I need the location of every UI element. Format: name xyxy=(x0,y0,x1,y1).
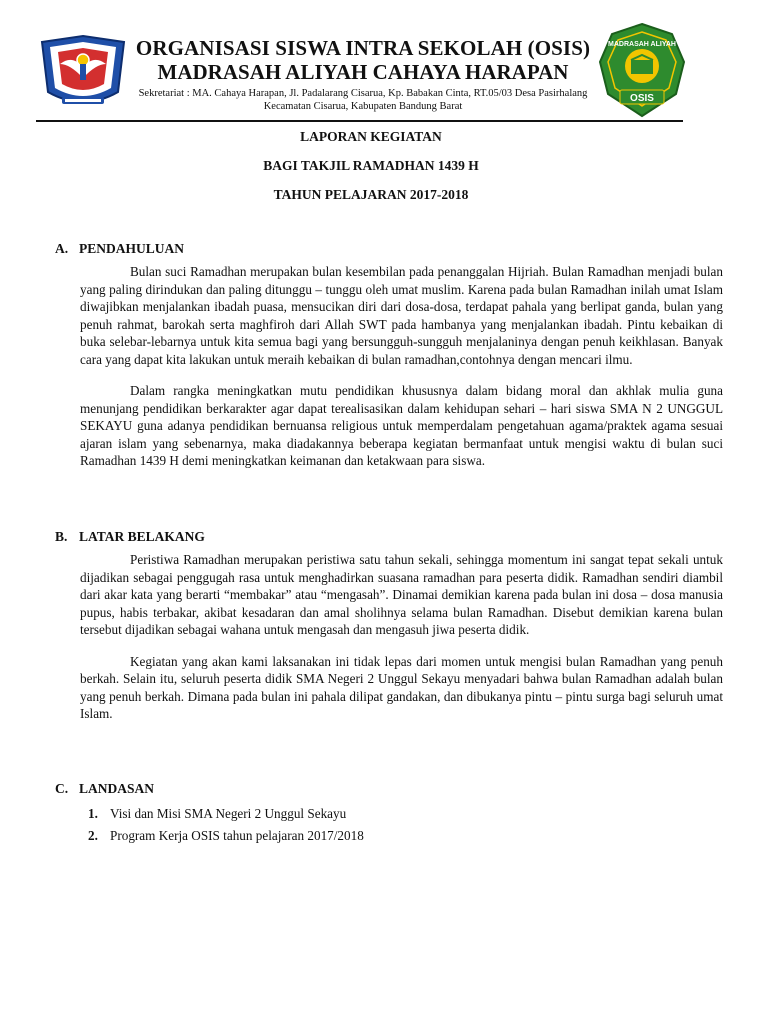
section-heading xyxy=(55,240,723,257)
paragraph: Kegiatan yang akan kami laksanakan ini tidak lepas dari momen untuk mengisi bulan Ramadhan yang penuh berkah. Selain itu, seluruh peserta didik SMA Negeri 2 Unggul Sekayu menyadari bahwa bulan Ramadhan adalah bulan yang penuh berkah. Dimana pada bulan ini pahala dilipat gandakan, dan dibukanya pintu – pintu surga bagi seluruh umat Islam. xyxy=(80,653,723,721)
section-heading xyxy=(55,780,723,797)
section-latar-belakang xyxy=(55,528,723,723)
section-letter: A. xyxy=(55,241,69,256)
academic-year-title: TAHUN PELAJARAN 2017-2018 xyxy=(273,187,469,202)
report-title: LAPORAN KEGIATAN xyxy=(300,129,442,144)
osis-emblem-logo xyxy=(38,34,128,114)
madrasah-aliyah-osis-logo xyxy=(598,22,686,118)
section-pendahuluan xyxy=(55,240,723,470)
school-name: MADRASAH ALIYAH CAHAYA HARAPAN xyxy=(157,60,569,84)
list-number: 1. xyxy=(88,806,98,821)
section-title: LANDASAN xyxy=(79,781,155,796)
letterhead xyxy=(128,36,598,113)
section-letter: C. xyxy=(55,781,69,796)
secretariat-address xyxy=(128,87,598,113)
right-logo-top-text: MADRASAH ALIYAH xyxy=(608,41,676,48)
section-title: PENDAHULUAN xyxy=(79,241,185,256)
section-landasan xyxy=(55,780,723,847)
list-item xyxy=(80,803,723,825)
right-logo-bottom-text: OSIS xyxy=(630,93,654,104)
organization-name: ORGANISASI SISWA INTRA SEKOLAH (OSIS) xyxy=(135,36,591,60)
landasan-list xyxy=(80,803,723,847)
list-text: Program Kerja OSIS tahun pelajaran 2017/2018 xyxy=(110,828,364,843)
secretariat-line-2: Kecamatan Cisarua, Kabupaten Bandung Barat xyxy=(263,101,463,112)
letterhead-divider xyxy=(36,120,683,122)
list-item xyxy=(80,825,723,847)
section-title: LATAR BELAKANG xyxy=(79,529,205,544)
paragraph: Peristiwa Ramadhan merupakan peristiwa satu tahun sekali, sehingga momentum ini sangat tepat sekali untuk dijadikan sebagai penggugah rasa untuk menghadirkan suasana ramadhan para peserta didik. Ramadhan sendiri diambil dari akar kata yang berarti “membakar” atau “mengasah”. Dinamai demikian karena pada bulan ini dosa – dosa manusia pupus, habis terbakar, akibat kesadaran dan amal sholihnya selama bulan Ramadhan. Disebut demikian karena bulan tersebut dijadikan sebagai wahana untuk mengasah dan mengasuh jiwa peserta didik. xyxy=(80,552,723,637)
paragraph: Bulan suci Ramadhan merupakan bulan kesembilan pada penanggalan Hijriah. Bulan Ramadhan menjadi bulan yang paling dirindukan dan paling ditunggu – tunggu oleh umat muslim. Karena pada bulan Ramadhan inilah umat Islam diwajibkan menjalankan ibadah puasa, mensucikan diri dari dosa-dosa, terdapat pahala yang berlipat ganda, bulan yang penuh rahmat, barokah serta maghfiroh dari Allah SWT pada hambanya yang menjalankan ibadah. Pintu kebaikan di buka selebar-lebarnya untuk kita semua bagi yang bersungguh-sungguh menjalaninya dengan penuh keikhlasan. Banyak cara yang dapat kita lakukan untuk meraih kebaikan di bulan ramadhan,contohnya dengan mencari ilmu. xyxy=(80,264,723,367)
activity-title: BAGI TAKJIL RAMADHAN 1439 H xyxy=(263,158,479,173)
list-text: Visi dan Misi SMA Negeri 2 Unggul Sekayu xyxy=(110,806,347,821)
secretariat-line-1: Sekretariat : MA. Cahaya Harapan, Jl. Padalarang Cisarua, Kp. Babakan Cinta, RT.05/03 Desa Pasirhalang xyxy=(138,88,588,99)
report-titles xyxy=(0,128,742,215)
section-letter: B. xyxy=(55,529,68,544)
section-heading xyxy=(55,528,723,545)
paragraph: Dalam rangka meningkatkan mutu pendidikan khususnya dalam bidang moral dan akhlak mulia guna menunjang pendidikan berkarakter agar dapat terealisasikan dalam kehidupan sehari – hari siswa SMA N 2 UNGGUL SEKAYU guna adanya pendidikan bernuansa religious untuk memperdalam pengetahuan agama/praktek agama sesuai ajaran islam yang sebenarnya, maka diadakannya beberapa kegiatan bermanfaat untuk mengisi waktu di bulan suci Ramadhan 1439 H demi meningkatkan keimanan dan ketakwaan para siswa. xyxy=(80,383,723,468)
list-number: 2. xyxy=(88,828,98,843)
